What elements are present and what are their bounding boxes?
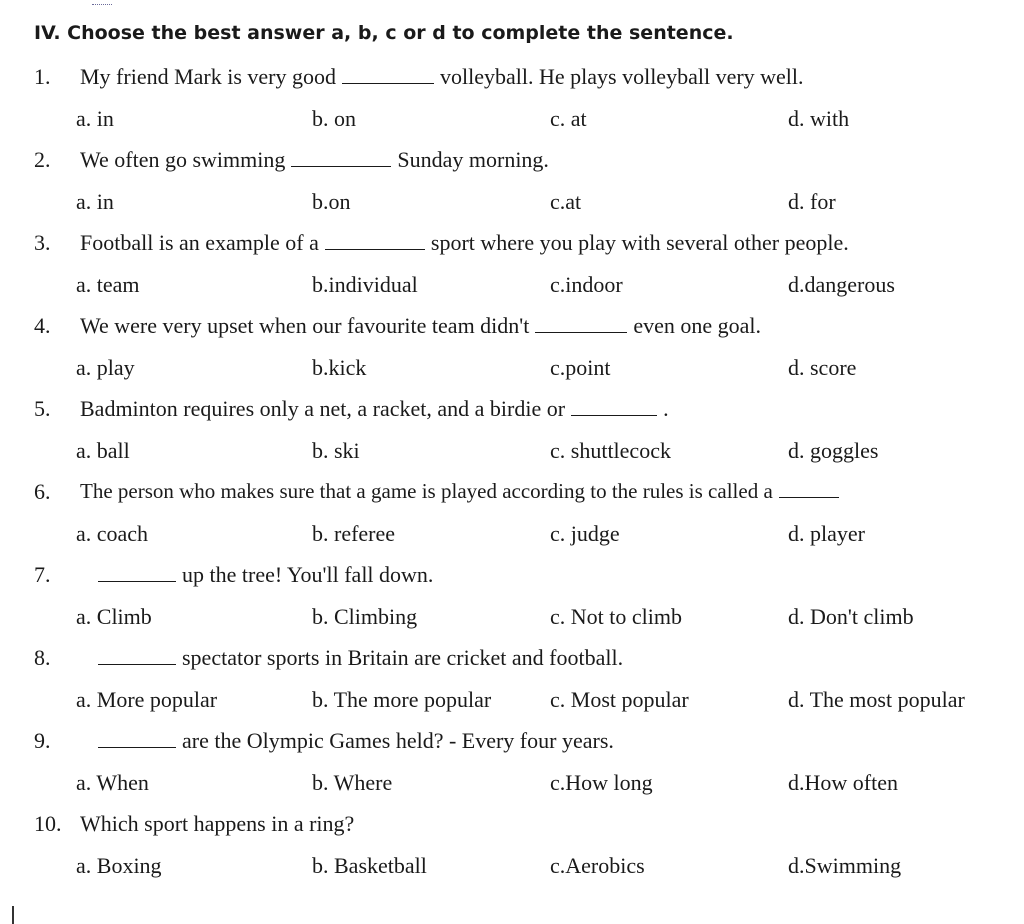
- option-b[interactable]: b. ski: [312, 438, 360, 463]
- question-3: [0, 230, 1024, 302]
- option-b[interactable]: b. The more popular: [312, 687, 492, 712]
- question-number: 8.: [34, 645, 51, 670]
- option-c[interactable]: c.at: [550, 189, 582, 214]
- question-9: [0, 728, 1024, 800]
- question-text: up the tree! You'll fall down.: [98, 562, 433, 588]
- option-a[interactable]: a. in: [76, 189, 114, 214]
- question-2: [0, 147, 1024, 219]
- option-a[interactable]: a. When: [76, 770, 149, 795]
- option-b[interactable]: b. Where: [312, 770, 393, 795]
- heading-annotation-mark: [92, 0, 112, 5]
- option-c[interactable]: c. judge: [550, 521, 620, 546]
- option-c[interactable]: c. at: [550, 106, 587, 131]
- question-8: [0, 645, 1024, 717]
- option-c[interactable]: c. Most popular: [550, 687, 689, 712]
- option-d[interactable]: d. for: [788, 189, 836, 214]
- option-d[interactable]: d. score: [788, 355, 857, 380]
- question-number: 6.: [34, 479, 51, 504]
- answer-options: [0, 853, 1024, 883]
- option-b[interactable]: b. referee: [312, 521, 396, 546]
- option-c[interactable]: c.How long: [550, 770, 653, 795]
- question-text: We were very upset when our favourite team didn't even one goal.: [80, 313, 762, 338]
- answer-blank[interactable]: [535, 314, 627, 333]
- option-a[interactable]: a. play: [76, 355, 135, 380]
- question-text: The person who makes sure that a game is played according to the rules is called a: [80, 479, 839, 504]
- question-number: 1.: [34, 64, 51, 89]
- option-d[interactable]: d.dangerous: [788, 272, 895, 297]
- option-b[interactable]: b. on: [312, 106, 356, 131]
- option-c[interactable]: c.Aerobics: [550, 853, 645, 878]
- question-number: 3.: [34, 230, 51, 255]
- answer-blank[interactable]: [98, 729, 176, 748]
- question-7: [0, 562, 1024, 634]
- option-a[interactable]: a. in: [76, 106, 114, 131]
- answer-blank[interactable]: [291, 148, 391, 167]
- option-a[interactable]: a. coach: [76, 521, 149, 546]
- question-text: Football is an example of a sport where you play with several other people.: [80, 230, 849, 255]
- option-d[interactable]: d. The most popular: [788, 687, 965, 712]
- question-text: spectator sports in Britain are cricket and football.: [98, 645, 623, 671]
- question-number: 2.: [34, 147, 51, 172]
- answer-blank[interactable]: [342, 65, 434, 84]
- option-c[interactable]: c.point: [550, 355, 611, 380]
- answer-blank[interactable]: [325, 231, 425, 250]
- option-a[interactable]: a. Climb: [76, 604, 152, 629]
- question-text: Badminton requires only a net, a racket, and a birdie or .: [80, 396, 669, 421]
- question-number: 4.: [34, 313, 51, 338]
- answer-options: [0, 604, 1024, 634]
- question-10: [0, 811, 1024, 883]
- option-d[interactable]: d.Swimming: [788, 853, 902, 878]
- option-d[interactable]: d.How often: [788, 770, 898, 795]
- answer-blank[interactable]: [98, 646, 176, 665]
- option-c[interactable]: c.indoor: [550, 272, 623, 297]
- option-a[interactable]: a. ball: [76, 438, 130, 463]
- answer-options: [0, 770, 1024, 800]
- answer-options: [0, 355, 1024, 385]
- option-a[interactable]: a. team: [76, 272, 140, 297]
- option-a[interactable]: a. More popular: [76, 687, 218, 712]
- question-text: We often go swimming Sunday morning.: [80, 147, 549, 172]
- option-d[interactable]: d. goggles: [788, 438, 879, 463]
- option-d[interactable]: d. Don't climb: [788, 604, 914, 629]
- section-heading: IV. Choose the best answer a, b, c or d to complete the sentence.: [34, 22, 734, 44]
- answer-options: [0, 687, 1024, 717]
- question-6: [0, 479, 1024, 551]
- answer-options: [0, 438, 1024, 468]
- option-a[interactable]: a. Boxing: [76, 853, 162, 878]
- answer-options: [0, 272, 1024, 302]
- option-c[interactable]: c. shuttlecock: [550, 438, 671, 463]
- option-b[interactable]: b.kick: [312, 355, 367, 380]
- question-1: [0, 64, 1024, 136]
- option-b[interactable]: b.individual: [312, 272, 418, 297]
- answer-blank[interactable]: [571, 397, 657, 416]
- option-c[interactable]: c. Not to climb: [550, 604, 682, 629]
- answer-options: [0, 189, 1024, 219]
- answer-options: [0, 521, 1024, 551]
- question-number: 10.: [34, 811, 62, 836]
- page-edge-mark: [12, 906, 14, 924]
- question-number: 5.: [34, 396, 51, 421]
- option-d[interactable]: d. with: [788, 106, 850, 131]
- question-number: 9.: [34, 728, 51, 753]
- option-d[interactable]: d. player: [788, 521, 865, 546]
- option-b[interactable]: b.on: [312, 189, 351, 214]
- question-text: Which sport happens in a ring?: [80, 811, 355, 836]
- answer-blank[interactable]: [98, 563, 176, 582]
- answer-blank[interactable]: [779, 479, 839, 498]
- option-b[interactable]: b. Basketball: [312, 853, 427, 878]
- question-text: are the Olympic Games held? - Every four years.: [98, 728, 614, 754]
- question-text: My friend Mark is very good volleyball. He plays volleyball very well.: [80, 64, 804, 89]
- question-4: [0, 313, 1024, 385]
- answer-options: [0, 106, 1024, 136]
- question-number: 7.: [34, 562, 51, 587]
- option-b[interactable]: b. Climbing: [312, 604, 418, 629]
- question-5: [0, 396, 1024, 468]
